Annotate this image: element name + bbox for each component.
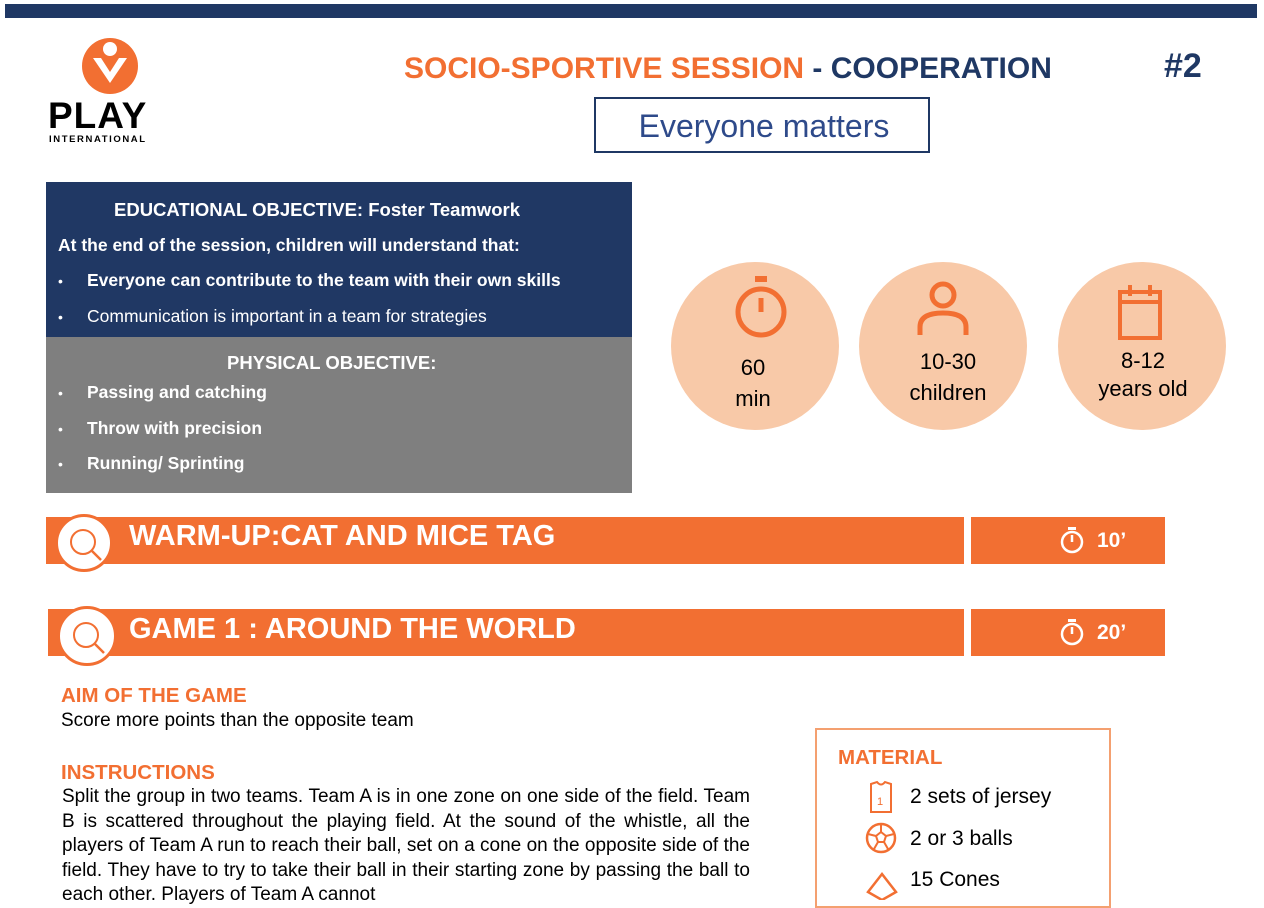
bullet-icon: • xyxy=(58,421,63,437)
bullet-icon: • xyxy=(58,273,63,289)
educational-objective-heading: EDUCATIONAL OBJECTIVE: Foster Teamwork xyxy=(114,199,521,220)
physical-objective-panel xyxy=(46,337,632,493)
stopwatch-icon xyxy=(1058,526,1086,554)
aim-heading: AIM OF THE GAME xyxy=(61,684,247,707)
age-range-unit: years old xyxy=(1098,376,1188,401)
cone-icon xyxy=(862,870,902,900)
session-motto: Everyone matters xyxy=(638,108,890,144)
physical-point: Throw with precision xyxy=(87,418,263,438)
educational-objective-panel xyxy=(46,182,632,337)
session-title xyxy=(404,51,1052,87)
aim-text: Score more points than the opposite team xyxy=(61,710,414,731)
svg-text:1: 1 xyxy=(877,796,884,808)
stopwatch-icon xyxy=(731,274,791,342)
material-panel xyxy=(815,728,1111,908)
magnifier-icon xyxy=(68,617,108,657)
bullet-icon: • xyxy=(58,309,63,325)
group-size-circle xyxy=(859,262,1027,430)
activity-duration: 10’ xyxy=(1097,529,1127,552)
duration-unit: min xyxy=(735,386,771,411)
age-range-value: 8-12 xyxy=(1120,348,1166,373)
logo-wordmark: PLAY xyxy=(48,95,148,136)
bullet-icon: • xyxy=(58,456,63,472)
physical-point: Passing and catching xyxy=(87,382,267,402)
activity-duration: 20’ xyxy=(1097,621,1127,644)
material-item: 15 Cones xyxy=(910,868,1000,891)
educational-point: Communication is important in a team for strategies xyxy=(87,306,487,326)
activity-title: GAME 1 : AROUND THE WORLD xyxy=(129,613,576,645)
top-banner xyxy=(5,4,1257,18)
magnifier-icon xyxy=(65,524,105,564)
jersey-icon xyxy=(867,780,895,814)
educational-objective-intro: At the end of the session, children will understand that: xyxy=(58,235,520,255)
age-range-circle xyxy=(1058,262,1226,430)
group-size-value: 10-30 xyxy=(919,349,977,374)
instructions-heading: INSTRUCTIONS xyxy=(61,761,215,784)
activity-title: WARM-UP:CAT AND MICE TAG xyxy=(129,520,556,552)
physical-objective-heading: PHYSICAL OBJECTIVE: xyxy=(227,352,437,373)
material-heading: MATERIAL xyxy=(838,746,943,769)
instructions-text: Split the group in two teams. Team A is in one zone on one side of the field. Team B is scattered throughout the playing field. At the sound of the whistle, all the players of Team A run to reach their ball, set on a cone on the opposite side of the field. They have to try to take their ball in their starting zone by passing the ball to each other. Players of Team A cannot xyxy=(62,786,750,905)
duration-circle xyxy=(671,262,839,430)
material-item: 2 sets of jersey xyxy=(910,785,1052,808)
person-icon xyxy=(915,280,971,338)
session-title-main: SOCIO-SPORTIVE SESSION xyxy=(404,52,805,85)
session-number: #2 xyxy=(1164,47,1202,85)
calendar-icon xyxy=(1116,282,1164,342)
material-item: 2 or 3 balls xyxy=(910,827,1013,850)
duration-value: 60 xyxy=(740,355,766,380)
activity-icon-badge xyxy=(55,514,113,572)
group-size-unit: children xyxy=(909,380,987,405)
bullet-icon: • xyxy=(58,385,63,401)
ball-icon xyxy=(865,822,897,854)
stopwatch-icon xyxy=(1058,618,1086,646)
educational-point: Everyone can contribute to the team with their own skills xyxy=(87,270,561,290)
physical-point: Running/ Sprinting xyxy=(87,453,245,473)
activity-icon-badge xyxy=(57,606,117,666)
session-title-theme: - COOPERATION xyxy=(804,52,1052,85)
logo-subtitle: INTERNATIONAL xyxy=(49,134,147,145)
